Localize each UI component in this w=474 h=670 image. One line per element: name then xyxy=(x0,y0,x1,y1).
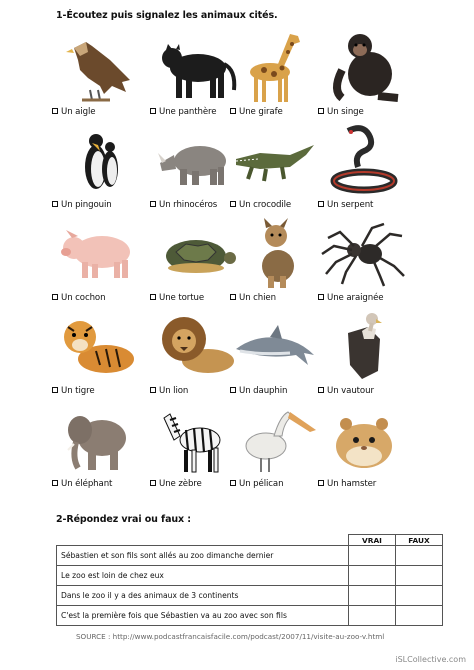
rhinoceros-icon xyxy=(150,123,240,197)
dolphin-icon xyxy=(230,309,320,383)
checkbox[interactable] xyxy=(318,108,324,114)
checkbox[interactable] xyxy=(230,294,236,300)
elephant-icon xyxy=(52,402,142,476)
true-answer-cell[interactable] xyxy=(349,586,396,606)
true-answer-cell[interactable] xyxy=(349,606,396,626)
animal-option[interactable]: Un chien xyxy=(230,293,276,303)
panther-icon xyxy=(150,30,240,104)
animal-card xyxy=(52,400,142,493)
animal-card xyxy=(230,307,320,400)
checkbox[interactable] xyxy=(230,108,236,114)
animal-card xyxy=(150,121,240,214)
turtle-icon xyxy=(150,216,240,290)
animal-row xyxy=(52,121,418,214)
animal-card xyxy=(150,214,240,307)
table-header-row xyxy=(57,535,443,546)
animal-card xyxy=(230,28,320,121)
pig-icon xyxy=(52,216,142,290)
tiger-icon xyxy=(52,309,142,383)
checkbox[interactable] xyxy=(52,294,58,300)
animal-row xyxy=(52,214,418,307)
animal-card xyxy=(318,121,408,214)
animal-option[interactable]: Un hamster xyxy=(318,479,376,489)
animal-option[interactable]: Une tortue xyxy=(150,293,204,303)
checkbox[interactable] xyxy=(230,201,236,207)
checkbox[interactable] xyxy=(52,108,58,114)
checkbox[interactable] xyxy=(230,480,236,486)
crocodile-icon xyxy=(230,123,320,197)
checkbox[interactable] xyxy=(52,480,58,486)
checkbox[interactable] xyxy=(150,480,156,486)
source-link[interactable]: SOURCE : http://www.podcastfrancaisfacile.com/podcast/2007/11/visite-au-zoo-v.html xyxy=(76,632,385,641)
exercise-1-title: 1-Écoutez puis signalez les animaux cités. xyxy=(56,10,278,21)
animal-option[interactable]: Un rhinocéros xyxy=(150,200,217,210)
animal-card xyxy=(230,214,320,307)
statement-cell: C'est la première fois que Sébastien va au zoo avec son fils xyxy=(57,606,349,626)
true-false-table xyxy=(56,534,443,626)
giraffe-icon xyxy=(230,30,320,104)
animal-row xyxy=(52,28,418,121)
animal-option[interactable]: Un serpent xyxy=(318,200,373,210)
checkbox[interactable] xyxy=(318,201,324,207)
checkbox[interactable] xyxy=(318,294,324,300)
animal-option[interactable]: Un lion xyxy=(150,386,188,396)
animal-row xyxy=(52,307,418,400)
animal-card xyxy=(230,400,320,493)
false-answer-cell[interactable] xyxy=(396,546,443,566)
checkbox[interactable] xyxy=(150,108,156,114)
checkbox[interactable] xyxy=(230,387,236,393)
animal-option[interactable]: Une panthère xyxy=(150,107,216,117)
snake-icon xyxy=(318,123,408,197)
animal-option[interactable]: Une zèbre xyxy=(150,479,202,489)
animal-row xyxy=(52,400,418,493)
column-header-false: FAUX xyxy=(396,535,443,546)
animal-option[interactable]: Un pélican xyxy=(230,479,283,489)
animal-card xyxy=(318,214,408,307)
true-answer-cell[interactable] xyxy=(349,566,396,586)
animal-option[interactable]: Un dauphin xyxy=(230,386,287,396)
animal-card xyxy=(318,307,408,400)
table-row xyxy=(57,546,443,566)
vulture-icon xyxy=(318,309,408,383)
animal-card xyxy=(318,400,408,493)
pelican-icon xyxy=(230,402,320,476)
spider-icon xyxy=(318,216,408,290)
animal-option[interactable]: Un pingouin xyxy=(52,200,112,210)
brand-watermark: iSLCollective.com xyxy=(395,655,466,664)
penguin-icon xyxy=(52,123,142,197)
false-answer-cell[interactable] xyxy=(396,606,443,626)
monkey-icon xyxy=(318,30,408,104)
animal-option[interactable]: Un aigle xyxy=(52,107,95,117)
table-row xyxy=(57,606,443,626)
animal-option[interactable]: Un éléphant xyxy=(52,479,112,489)
animal-option[interactable]: Un crocodile xyxy=(230,200,291,210)
animal-card xyxy=(52,307,142,400)
animal-card xyxy=(150,400,240,493)
animal-option[interactable]: Un singe xyxy=(318,107,364,117)
animal-option[interactable]: Une araignée xyxy=(318,293,384,303)
animal-card xyxy=(150,28,240,121)
checkbox[interactable] xyxy=(150,387,156,393)
animal-card xyxy=(52,214,142,307)
animal-card xyxy=(230,121,320,214)
exercise-2-title: 2-Répondez vrai ou faux : xyxy=(56,514,191,525)
table-row xyxy=(57,566,443,586)
animal-card xyxy=(318,28,408,121)
column-header-true: VRAI xyxy=(349,535,396,546)
animal-grid xyxy=(52,28,418,493)
animal-option[interactable]: Un vautour xyxy=(318,386,374,396)
false-answer-cell[interactable] xyxy=(396,586,443,606)
true-answer-cell[interactable] xyxy=(349,546,396,566)
checkbox[interactable] xyxy=(52,387,58,393)
statement-cell: Dans le zoo il y a des animaux de 3 continents xyxy=(57,586,349,606)
table-header-blank xyxy=(57,535,349,546)
zebra-icon xyxy=(150,402,240,476)
false-answer-cell[interactable] xyxy=(396,566,443,586)
animal-option[interactable]: Un cochon xyxy=(52,293,105,303)
dog-icon xyxy=(230,216,320,290)
statement-cell: Le zoo est loin de chez eux xyxy=(57,566,349,586)
hamster-icon xyxy=(318,402,408,476)
checkbox[interactable] xyxy=(150,294,156,300)
lion-icon xyxy=(150,309,240,383)
animal-option[interactable]: Une girafe xyxy=(230,107,283,117)
checkbox[interactable] xyxy=(318,480,324,486)
table-row xyxy=(57,586,443,606)
checkbox[interactable] xyxy=(318,387,324,393)
eagle-icon xyxy=(52,30,142,104)
animal-card xyxy=(150,307,240,400)
checkbox[interactable] xyxy=(52,201,58,207)
checkbox[interactable] xyxy=(150,201,156,207)
statement-cell: Sébastien et son fils sont allés au zoo dimanche dernier xyxy=(57,546,349,566)
animal-option[interactable]: Un tigre xyxy=(52,386,95,396)
animal-card xyxy=(52,121,142,214)
animal-card xyxy=(52,28,142,121)
